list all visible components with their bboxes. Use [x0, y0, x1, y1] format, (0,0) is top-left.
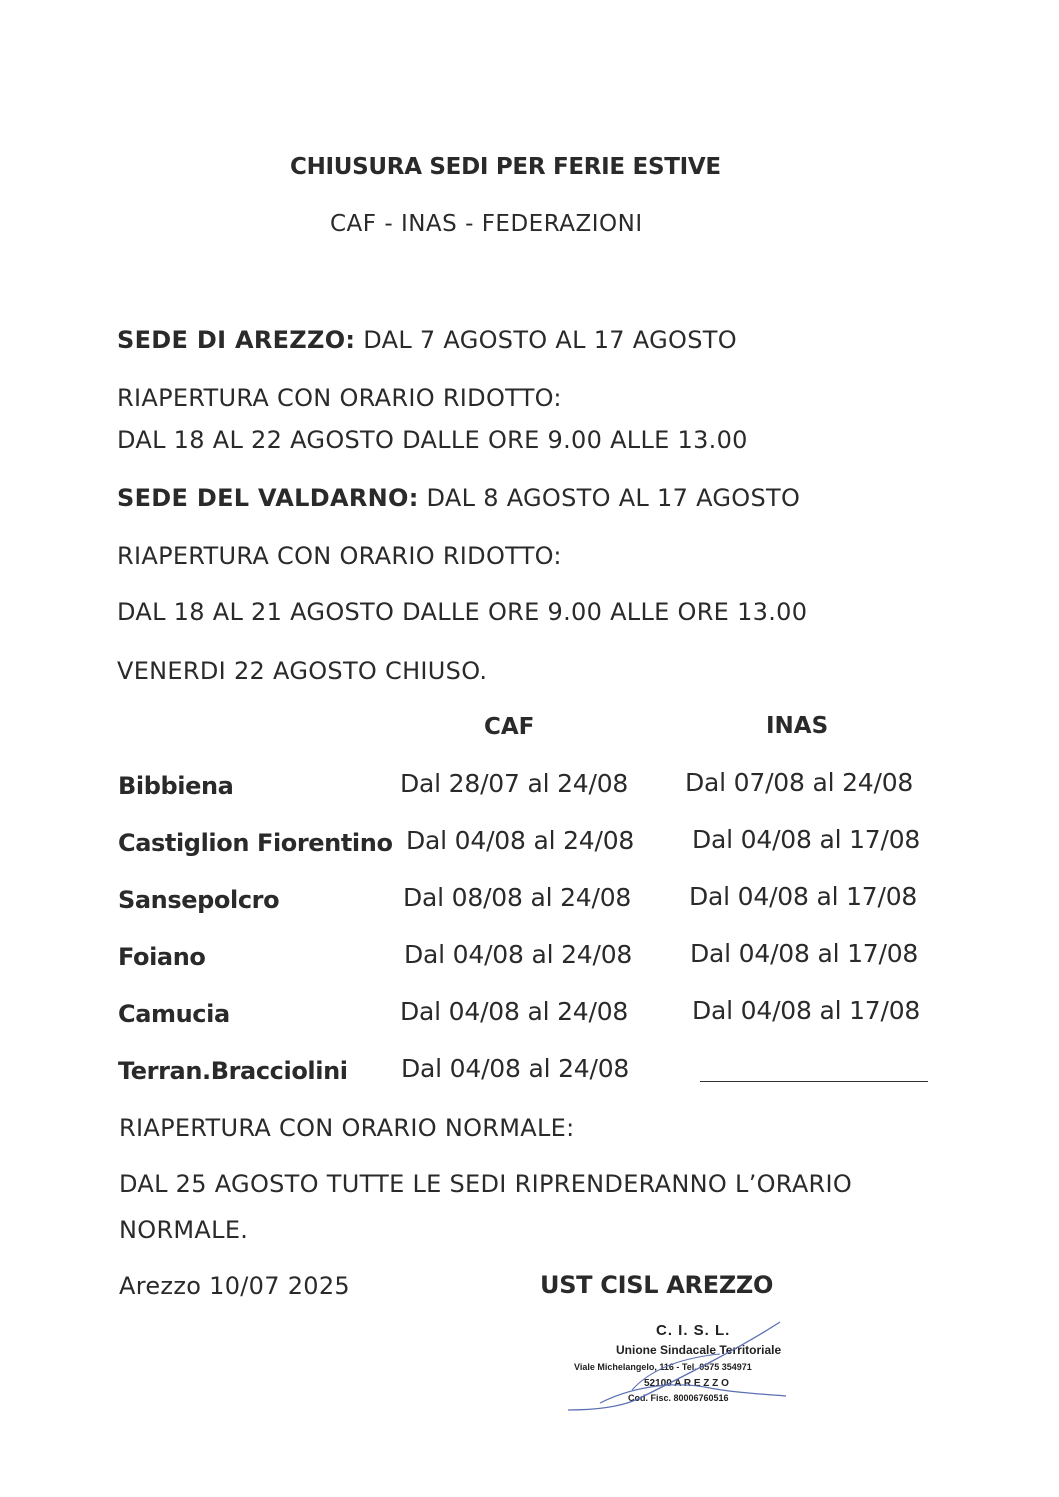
table-row-location: Sansepolcro [118, 886, 280, 914]
normal-reopen-text-1: DAL 25 AGOSTO TUTTE LE SEDI RIPRENDERANNO L’ORARIO [119, 1170, 853, 1198]
table-row-location: Castiglion Fiorentino [118, 829, 393, 857]
stamp-line-1: C. I. S. L. [656, 1322, 731, 1339]
arezzo-period: DAL 7 AGOSTO AL 17 AGOSTO [363, 326, 737, 354]
table-row-location: Camucia [118, 1000, 230, 1028]
table-row-caf: Dal 28/07 al 24/08 [400, 769, 629, 798]
table-row-inas: Dal 04/08 al 17/08 [692, 825, 921, 854]
table-row-location: Bibbiena [118, 772, 234, 800]
table-row-inas: Dal 04/08 al 17/08 [692, 996, 921, 1025]
valdarno-label: SEDE DEL VALDARNO: [117, 484, 419, 512]
col-header-inas: INAS [766, 713, 829, 739]
org-signature: UST CISL AREZZO [540, 1271, 774, 1299]
page-title: CHIUSURA SEDI PER FERIE ESTIVE [290, 154, 721, 180]
table-row-caf: Dal 04/08 al 24/08 [401, 1054, 630, 1083]
inas-empty-line [700, 1081, 928, 1082]
table-row-location: Terran.Bracciolini [118, 1057, 348, 1085]
stamp-line-4: 52100 A R E Z Z O [644, 1378, 729, 1389]
valdarno-reopen-label: RIAPERTURA CON ORARIO RIDOTTO: [117, 542, 562, 570]
normal-reopen-label: RIAPERTURA CON ORARIO NORMALE: [119, 1114, 575, 1142]
stamp-line-3: Viale Michelangelo, 116 - Tel. 0575 354971 [574, 1362, 752, 1372]
table-row-inas: Dal 04/08 al 17/08 [689, 882, 918, 911]
table-row-inas: Dal 04/08 al 17/08 [690, 939, 919, 968]
arezzo-reopen-text: DAL 18 AL 22 AGOSTO DALLE ORE 9.00 ALLE 13.00 [117, 426, 748, 454]
table-row-inas: Dal 07/08 al 24/08 [685, 768, 914, 797]
col-header-caf: CAF [484, 714, 535, 740]
arezzo-reopen-label: RIAPERTURA CON ORARIO RIDOTTO: [117, 384, 562, 412]
valdarno-closed-note: VENERDI 22 AGOSTO CHIUSO. [117, 657, 488, 685]
page-subtitle: CAF - INAS - FEDERAZIONI [330, 211, 643, 237]
handwritten-signature [560, 1318, 810, 1418]
table-row-caf: Dal 04/08 al 24/08 [400, 997, 629, 1026]
table-row-caf: Dal 04/08 al 24/08 [406, 826, 635, 855]
arezzo-label: SEDE DI AREZZO: [117, 326, 356, 354]
place-date: Arezzo 10/07 2025 [119, 1272, 351, 1300]
arezzo-line [117, 326, 737, 354]
valdarno-reopen-text: DAL 18 AL 21 AGOSTO DALLE ORE 9.00 ALLE ORE 13.00 [117, 598, 808, 626]
valdarno-line [117, 484, 800, 512]
stamp-line-5: Cod. Fisc. 80006760516 [628, 1393, 729, 1403]
table-row-location: Foiano [118, 943, 206, 971]
table-row-caf: Dal 08/08 al 24/08 [403, 883, 632, 912]
normal-reopen-text-2: NORMALE. [119, 1216, 249, 1244]
valdarno-period: DAL 8 AGOSTO AL 17 AGOSTO [426, 484, 801, 512]
stamp-line-2: Unione Sindacale Territoriale [616, 1343, 782, 1357]
table-row-caf: Dal 04/08 al 24/08 [404, 940, 633, 969]
